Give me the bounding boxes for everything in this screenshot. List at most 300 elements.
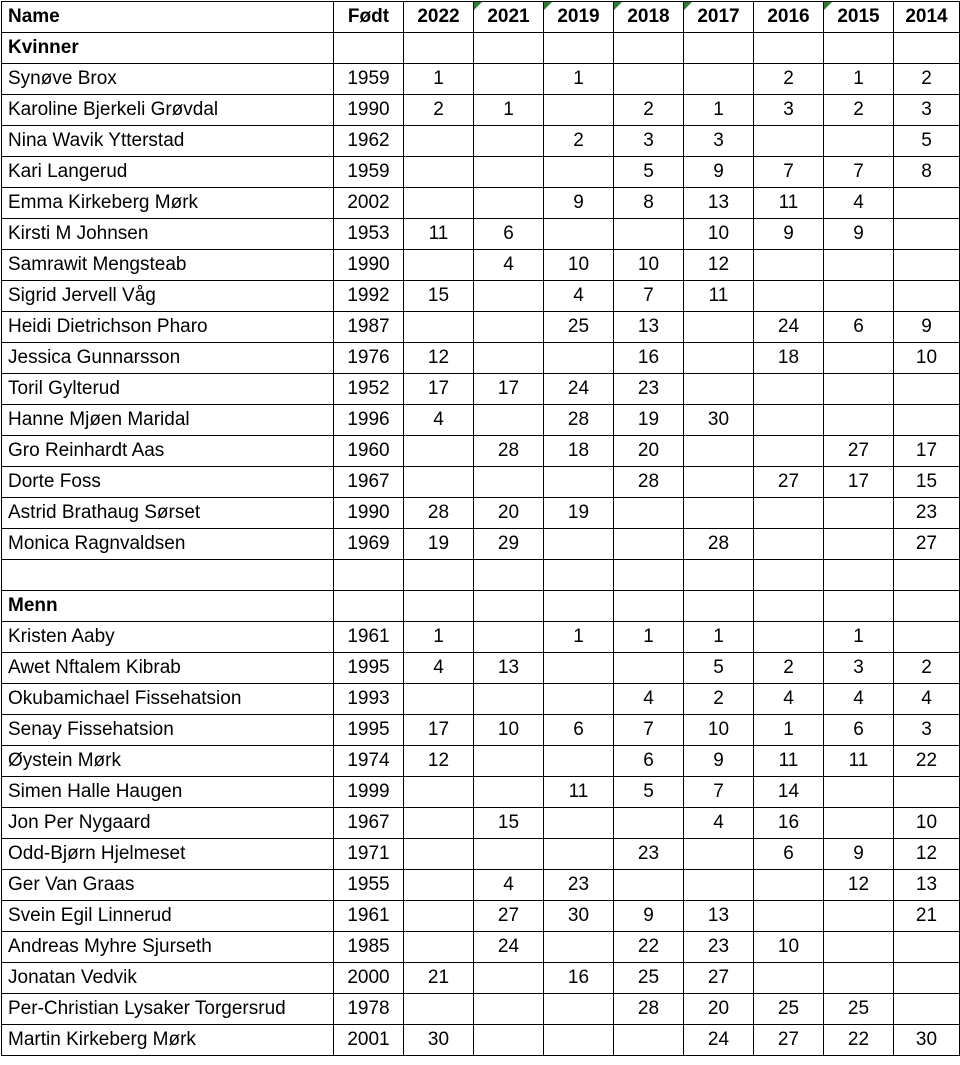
birth-year: 2000 (334, 963, 404, 994)
placement-2019: 1 (544, 64, 614, 95)
empty-cell (614, 33, 684, 64)
placement-2015: 25 (824, 994, 894, 1025)
table-row (2, 901, 960, 932)
placement-2018: 7 (614, 281, 684, 312)
birth-year: 2001 (334, 1025, 404, 1056)
birth-year: 1959 (334, 157, 404, 188)
placement-2015 (824, 901, 894, 932)
placement-2018: 25 (614, 963, 684, 994)
placement-2016: 27 (754, 467, 824, 498)
athlete-name: Monica Ragnvaldsen (2, 529, 334, 560)
placement-2014: 21 (894, 901, 960, 932)
placement-2018: 4 (614, 684, 684, 715)
header-2021: 2021 (474, 2, 544, 33)
placement-2019 (544, 839, 614, 870)
placement-2016: 14 (754, 777, 824, 808)
placement-2018: 2 (614, 95, 684, 126)
placement-2018 (614, 808, 684, 839)
header-2016: 2016 (754, 2, 824, 33)
placement-2018: 10 (614, 250, 684, 281)
placement-2022 (404, 684, 474, 715)
placement-2019: 9 (544, 188, 614, 219)
placement-2022 (404, 157, 474, 188)
placement-2016: 3 (754, 95, 824, 126)
placement-2016: 11 (754, 188, 824, 219)
placement-2022: 11 (404, 219, 474, 250)
placement-2022 (404, 994, 474, 1025)
placement-2018: 3 (614, 126, 684, 157)
section-header-row (2, 33, 960, 64)
spacer-row (2, 560, 960, 591)
placement-2014: 23 (894, 498, 960, 529)
placement-2019: 6 (544, 715, 614, 746)
empty-cell (684, 33, 754, 64)
placement-2017: 13 (684, 188, 754, 219)
placement-2016: 10 (754, 932, 824, 963)
placement-2017 (684, 374, 754, 405)
placement-2022: 1 (404, 622, 474, 653)
placement-2021 (474, 777, 544, 808)
placement-2015: 11 (824, 746, 894, 777)
placement-2015 (824, 126, 894, 157)
placement-2019: 30 (544, 901, 614, 932)
placement-2021: 24 (474, 932, 544, 963)
section-header-row (2, 591, 960, 622)
placement-2019: 1 (544, 622, 614, 653)
empty-cell (404, 560, 474, 591)
athlete-name: Kari Langerud (2, 157, 334, 188)
placement-2018 (614, 1025, 684, 1056)
placement-2018 (614, 653, 684, 684)
placement-2015 (824, 374, 894, 405)
athlete-name: Odd-Bjørn Hjelmeset (2, 839, 334, 870)
table-row (2, 777, 960, 808)
placement-2019: 19 (544, 498, 614, 529)
placement-2017: 9 (684, 157, 754, 188)
placement-2014: 15 (894, 467, 960, 498)
placement-2014 (894, 405, 960, 436)
placement-2015: 9 (824, 839, 894, 870)
placement-2016: 24 (754, 312, 824, 343)
header-2019: 2019 (544, 2, 614, 33)
placement-2017 (684, 498, 754, 529)
placement-2021 (474, 1025, 544, 1056)
placement-2019: 28 (544, 405, 614, 436)
athlete-name: Senay Fissehatsion (2, 715, 334, 746)
placement-2021 (474, 839, 544, 870)
placement-2021: 4 (474, 250, 544, 281)
placement-2018: 22 (614, 932, 684, 963)
section-title: Kvinner (2, 33, 334, 64)
empty-cell (334, 591, 404, 622)
birth-year: 1961 (334, 622, 404, 653)
placement-2021: 10 (474, 715, 544, 746)
table-row (2, 653, 960, 684)
placement-2016: 2 (754, 64, 824, 95)
placement-2019: 25 (544, 312, 614, 343)
placement-2016: 9 (754, 219, 824, 250)
placement-2019: 2 (544, 126, 614, 157)
placement-2016 (754, 436, 824, 467)
birth-year: 1952 (334, 374, 404, 405)
placement-2021 (474, 994, 544, 1025)
header-2022: 2022 (404, 2, 474, 33)
placement-2019 (544, 994, 614, 1025)
placement-2021 (474, 126, 544, 157)
placement-2014: 2 (894, 653, 960, 684)
table-row (2, 529, 960, 560)
placement-2019 (544, 95, 614, 126)
table-row (2, 498, 960, 529)
placement-2022: 15 (404, 281, 474, 312)
empty-cell (824, 560, 894, 591)
birth-year: 1976 (334, 343, 404, 374)
birth-year: 1978 (334, 994, 404, 1025)
placement-2018: 9 (614, 901, 684, 932)
placement-2019: 24 (544, 374, 614, 405)
empty-cell (614, 560, 684, 591)
placement-2015 (824, 932, 894, 963)
placement-2015: 3 (824, 653, 894, 684)
placement-2017 (684, 343, 754, 374)
placement-2014: 17 (894, 436, 960, 467)
placement-2015 (824, 529, 894, 560)
header-2015: 2015 (824, 2, 894, 33)
placement-2019: 16 (544, 963, 614, 994)
placement-2019: 11 (544, 777, 614, 808)
empty-cell (334, 33, 404, 64)
placement-2016 (754, 126, 824, 157)
placement-2014 (894, 281, 960, 312)
placement-2014: 10 (894, 808, 960, 839)
placement-2014: 27 (894, 529, 960, 560)
table-row (2, 436, 960, 467)
placement-2022: 1 (404, 64, 474, 95)
birth-year: 1992 (334, 281, 404, 312)
placement-2015: 7 (824, 157, 894, 188)
placement-2021 (474, 188, 544, 219)
placement-2015 (824, 343, 894, 374)
athlete-name: Synøve Brox (2, 64, 334, 95)
birth-year: 1985 (334, 932, 404, 963)
athlete-name: Toril Gylterud (2, 374, 334, 405)
placement-2018: 8 (614, 188, 684, 219)
table-row (2, 715, 960, 746)
birth-year: 1999 (334, 777, 404, 808)
placement-2022 (404, 870, 474, 901)
placement-2022 (404, 808, 474, 839)
placement-2017: 10 (684, 219, 754, 250)
table-row (2, 343, 960, 374)
placement-2021 (474, 684, 544, 715)
birth-year: 1960 (334, 436, 404, 467)
placement-2016 (754, 405, 824, 436)
placement-2019: 18 (544, 436, 614, 467)
placement-2022: 17 (404, 715, 474, 746)
placement-2016: 11 (754, 746, 824, 777)
empty-cell (334, 560, 404, 591)
athlete-name: Martin Kirkeberg Mørk (2, 1025, 334, 1056)
table-row (2, 870, 960, 901)
birth-year: 2002 (334, 188, 404, 219)
empty-cell (614, 591, 684, 622)
placement-2017: 23 (684, 932, 754, 963)
placement-2021: 15 (474, 808, 544, 839)
placement-2021 (474, 467, 544, 498)
placement-2014: 3 (894, 95, 960, 126)
placement-2017: 1 (684, 95, 754, 126)
placement-2014: 22 (894, 746, 960, 777)
placement-2016 (754, 870, 824, 901)
placement-2016: 4 (754, 684, 824, 715)
athlete-name: Jon Per Nygaard (2, 808, 334, 839)
header-2017: 2017 (684, 2, 754, 33)
placement-2021: 1 (474, 95, 544, 126)
placement-2016 (754, 374, 824, 405)
birth-year: 1993 (334, 684, 404, 715)
birth-year: 1987 (334, 312, 404, 343)
placement-2017: 10 (684, 715, 754, 746)
table-row (2, 250, 960, 281)
placement-2018: 13 (614, 312, 684, 343)
placement-2021 (474, 64, 544, 95)
placement-2022: 4 (404, 653, 474, 684)
placement-2017: 12 (684, 250, 754, 281)
table-row (2, 994, 960, 1025)
athlete-name: Simen Halle Haugen (2, 777, 334, 808)
table-row (2, 188, 960, 219)
placement-2019 (544, 467, 614, 498)
athlete-name: Jessica Gunnarsson (2, 343, 334, 374)
placement-2014 (894, 622, 960, 653)
placement-2014: 2 (894, 64, 960, 95)
athlete-name: Øystein Mørk (2, 746, 334, 777)
athlete-name: Sigrid Jervell Våg (2, 281, 334, 312)
placement-2017: 2 (684, 684, 754, 715)
placement-2018 (614, 870, 684, 901)
empty-cell (894, 33, 960, 64)
placement-2019 (544, 808, 614, 839)
table-row (2, 1025, 960, 1056)
placement-2022: 4 (404, 405, 474, 436)
placement-2014: 4 (894, 684, 960, 715)
placement-2016 (754, 498, 824, 529)
placement-2018: 5 (614, 157, 684, 188)
table-row (2, 839, 960, 870)
placement-2022 (404, 250, 474, 281)
placement-2017: 20 (684, 994, 754, 1025)
placement-2022 (404, 188, 474, 219)
birth-year: 1990 (334, 95, 404, 126)
placement-2017: 11 (684, 281, 754, 312)
placement-2016 (754, 281, 824, 312)
placement-2018: 20 (614, 436, 684, 467)
placement-2017: 28 (684, 529, 754, 560)
empty-cell (824, 591, 894, 622)
placement-2014: 12 (894, 839, 960, 870)
empty-cell (754, 560, 824, 591)
placement-2022 (404, 839, 474, 870)
placement-2014: 13 (894, 870, 960, 901)
placement-2021: 6 (474, 219, 544, 250)
placement-2017: 13 (684, 901, 754, 932)
placement-2018: 23 (614, 839, 684, 870)
placement-2015: 4 (824, 684, 894, 715)
placement-2015: 27 (824, 436, 894, 467)
placement-2014 (894, 963, 960, 994)
athlete-name: Per-Christian Lysaker Torgersrud (2, 994, 334, 1025)
empty-cell (474, 33, 544, 64)
athlete-name: Kristen Aaby (2, 622, 334, 653)
placement-2022 (404, 126, 474, 157)
placement-2019 (544, 932, 614, 963)
placement-2017: 7 (684, 777, 754, 808)
athlete-name: Okubamichael Fissehatsion (2, 684, 334, 715)
placement-2018: 5 (614, 777, 684, 808)
placement-2021 (474, 746, 544, 777)
birth-year: 1996 (334, 405, 404, 436)
table-row (2, 281, 960, 312)
placement-2016: 16 (754, 808, 824, 839)
placement-2015: 9 (824, 219, 894, 250)
placement-2017: 5 (684, 653, 754, 684)
athlete-name: Hanne Mjøen Maridal (2, 405, 334, 436)
placement-2015 (824, 498, 894, 529)
placement-2021 (474, 405, 544, 436)
placement-2021 (474, 343, 544, 374)
placement-2016: 7 (754, 157, 824, 188)
placement-2017 (684, 839, 754, 870)
placement-2017: 30 (684, 405, 754, 436)
athlete-name: Astrid Brathaug Sørset (2, 498, 334, 529)
table-row (2, 157, 960, 188)
placement-2018: 7 (614, 715, 684, 746)
placement-2019 (544, 343, 614, 374)
empty-cell (474, 591, 544, 622)
table-row (2, 684, 960, 715)
table-row (2, 312, 960, 343)
athlete-name: Andreas Myhre Sjurseth (2, 932, 334, 963)
placement-2018: 6 (614, 746, 684, 777)
header-name: Name (2, 2, 334, 33)
placement-2015 (824, 808, 894, 839)
placement-2014: 30 (894, 1025, 960, 1056)
header-2018: 2018 (614, 2, 684, 33)
placement-2022: 12 (404, 343, 474, 374)
placement-2021: 17 (474, 374, 544, 405)
placement-2017: 9 (684, 746, 754, 777)
birth-year: 1990 (334, 498, 404, 529)
placement-2015 (824, 405, 894, 436)
placement-2022 (404, 901, 474, 932)
placement-2015: 1 (824, 64, 894, 95)
empty-cell (544, 33, 614, 64)
header-born: Født (334, 2, 404, 33)
empty-cell (544, 560, 614, 591)
table-row (2, 405, 960, 436)
placement-2021 (474, 622, 544, 653)
placement-2015: 17 (824, 467, 894, 498)
placement-2019 (544, 157, 614, 188)
placement-2016 (754, 622, 824, 653)
placement-2021: 29 (474, 529, 544, 560)
birth-year: 1969 (334, 529, 404, 560)
placement-2022 (404, 467, 474, 498)
placement-2022: 28 (404, 498, 474, 529)
placement-2016 (754, 529, 824, 560)
results-table (1, 1, 960, 1056)
placement-2019: 4 (544, 281, 614, 312)
empty-cell (544, 591, 614, 622)
empty-cell (754, 33, 824, 64)
placement-2015: 6 (824, 312, 894, 343)
placement-2014: 10 (894, 343, 960, 374)
empty-cell (2, 560, 334, 591)
placement-2022: 2 (404, 95, 474, 126)
empty-cell (894, 560, 960, 591)
placement-2022 (404, 777, 474, 808)
placement-2018: 19 (614, 405, 684, 436)
placement-2015: 6 (824, 715, 894, 746)
placement-2016: 6 (754, 839, 824, 870)
placement-2018: 16 (614, 343, 684, 374)
athlete-name: Dorte Foss (2, 467, 334, 498)
placement-2019: 23 (544, 870, 614, 901)
table-row (2, 963, 960, 994)
placement-2015: 1 (824, 622, 894, 653)
athlete-name: Awet Nftalem Kibrab (2, 653, 334, 684)
placement-2021: 28 (474, 436, 544, 467)
table-row (2, 126, 960, 157)
placement-2014: 8 (894, 157, 960, 188)
table-row (2, 622, 960, 653)
placement-2019: 10 (544, 250, 614, 281)
athlete-name: Nina Wavik Ytterstad (2, 126, 334, 157)
section-title: Menn (2, 591, 334, 622)
placement-2016 (754, 250, 824, 281)
athlete-name: Samrawit Mengsteab (2, 250, 334, 281)
placement-2016: 2 (754, 653, 824, 684)
placement-2017: 3 (684, 126, 754, 157)
birth-year: 1974 (334, 746, 404, 777)
athlete-name: Ger Van Graas (2, 870, 334, 901)
placement-2015: 12 (824, 870, 894, 901)
placement-2016 (754, 901, 824, 932)
placement-2019 (544, 653, 614, 684)
placement-2014 (894, 374, 960, 405)
empty-cell (404, 591, 474, 622)
athlete-name: Karoline Bjerkeli Grøvdal (2, 95, 334, 126)
placement-2019 (544, 746, 614, 777)
placement-2019 (544, 1025, 614, 1056)
empty-cell (684, 591, 754, 622)
table-row (2, 746, 960, 777)
athlete-name: Jonatan Vedvik (2, 963, 334, 994)
placement-2014 (894, 250, 960, 281)
placement-2022 (404, 312, 474, 343)
placement-2022: 12 (404, 746, 474, 777)
placement-2019 (544, 219, 614, 250)
athlete-name: Heidi Dietrichson Pharo (2, 312, 334, 343)
birth-year: 1995 (334, 715, 404, 746)
birth-year: 1962 (334, 126, 404, 157)
placement-2017: 24 (684, 1025, 754, 1056)
placement-2018 (614, 498, 684, 529)
placement-2015 (824, 281, 894, 312)
placement-2021: 13 (474, 653, 544, 684)
placement-2017 (684, 467, 754, 498)
placement-2015: 2 (824, 95, 894, 126)
